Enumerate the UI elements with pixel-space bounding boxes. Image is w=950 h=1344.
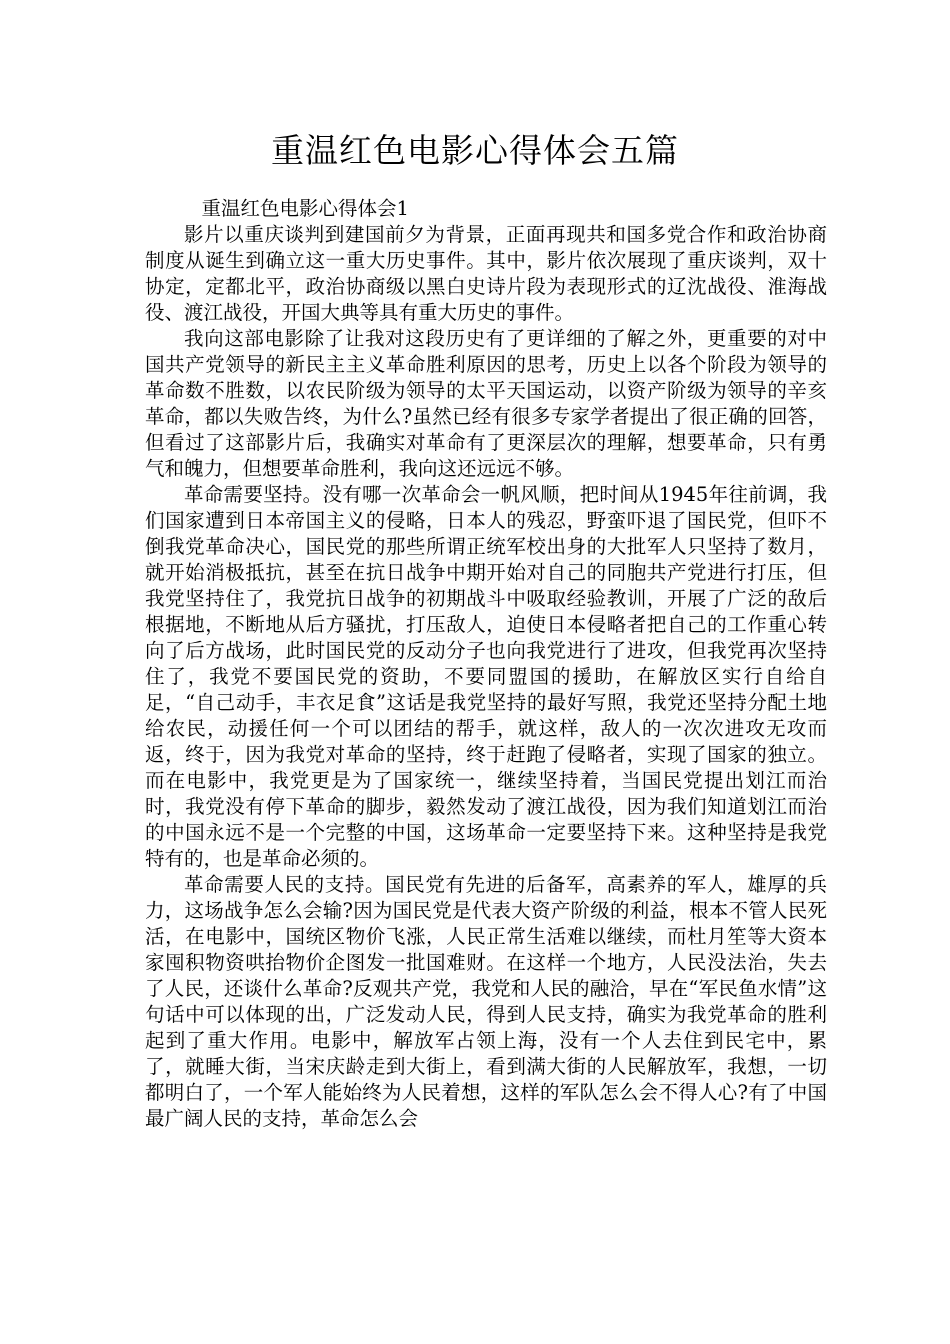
document-title: 重温红色电影心得体会五篇 xyxy=(271,131,679,170)
document-body xyxy=(145,196,827,1132)
paragraph-4: 革命需要人民的支持。国民党有先进的后备军，高素养的军人，雄厚的兵力，这场战争怎么会输?因为国民党是代表大资产阶级的利益，根本不管人民死活，在电影中，国统区物价飞涨，人民正常生活难以继续，而杜月笙等大资本家囤积物资哄抬物价企图发一批国难财。在这样一个地方，人民没法治，失去了人民，还谈什么革命?反观共产党，我党和人民的融洽，早在“军民鱼水情”这句话中可以体现的出，广泛发动人民，得到人民支持，确实为我党革命的胜利起到了重大作用。电影中，解放军占领上海，没有一个人去住到民宅中，累了，就睡大街，当宋庆龄走到大街上，看到满大街的人民解放军，我想，一切都明白了，一个军人能始终为人民着想，这样的军队怎么会不得人心?有了中国最广阔人民的支持，革命怎么会 xyxy=(145,873,827,1130)
paragraph-2: 我向这部电影除了让我对这段历史有了更详细的了解之外，更重要的对中国共产党领导的新民主主义革命胜利原因的思考，历史上以各个阶段为领导的革命数不胜数，以农民阶级为领导的太平天国运动，以资产阶级为领导的辛亥革命，都以失败告终，为什么?虽然已经有很多专家学者提出了很正确的回答，但看过了这部影片后，我确实对革命有了更深层次的理解，想要革命，只有勇气和魄力，但想要革命胜利，我向这还远远不够。 xyxy=(145,327,827,480)
section-heading: 重温红色电影心得体会1 xyxy=(201,197,409,220)
paragraph-3: 革命需要坚持。没有哪一次革命会一帆风顺，把时间从1945年往前调，我们国家遭到日本帝国主义的侵略，日本人的残忍，野蛮吓退了国民党，但吓不倒我党革命决心，国民党的那些所谓正统军校出身的大批军人只坚持了数月，就开始消极抵抗，甚至在抗日战争中期开始对自己的同胞共产党进行打压，但我党坚持住了，我党抗日战争的初期战斗中吸取经验教训，开展了广泛的敌后根据地，不断地从后方骚扰，打压敌人，迫使日本侵略者把自己的工作重心转向了后方战场，此时国民党的反动分子也向我党进行了进攻，但我党再次坚持住了，我党不要国民党的资助，不要同盟国的援助，在解放区实行自给自足，“自己动手，丰衣足食”这话是我党坚持的最好写照，我党还坚持分配土地给农民，动援任何一个可以团结的帮手，就这样，敌人的一次次进攻无攻而返，终于，因为我党对革命的坚持，终于赶跑了侵略者，实现了国家的独立。而在电影中，我党更是为了国家统一，继续坚持着，当国民党提出划江而治时，我党没有停下革命的脚步，毅然发动了渡江战役，因为我们知道划江而治的中国永远不是一个完整的中国，这场革命一定要坚持下来。这种坚持是我党特有的，也是革命必须的。 xyxy=(145,483,827,870)
paragraph-1: 影片以重庆谈判到建国前夕为背景，正面再现共和国多党合作和政治协商制度从诞生到确立这一重大历史事件。其中，影片依次展现了重庆谈判，双十协定，定都北平，政治协商级以黑白史诗片段为表现形式的辽沈战役、淮海战役、渡江战役，开国大典等具有重大历史的事件。 xyxy=(145,223,827,324)
